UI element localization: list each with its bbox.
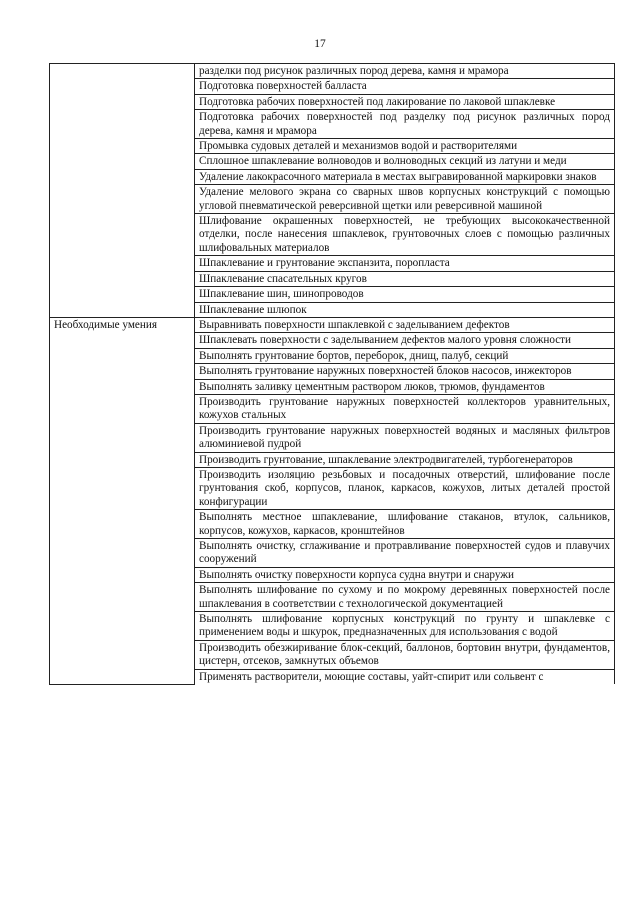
category-cell: Необходимые умения [50,317,195,684]
item-cell: Удаление лакокрасочного материала в местах выгравированной маркировки знаков [195,169,615,184]
item-cell: Выполнять грунтование бортов, переборок, днищ, палуб, секций [195,348,615,363]
item-cell: Выполнять шлифование по сухому и по мокрому деревянных поверхностей после шпаклевания в соответствии с технологической документацией [195,583,615,612]
item-cell: Производить грунтование наружных поверхностей водяных и масляных фильтров алюминиевой пудрой [195,423,615,452]
item-cell: Шлифование окрашенных поверхностей, не требующих высококачественной отделки, после нанесения шпаклевок, грунтовочных слоев с помощью различных шлифовальных материалов [195,214,615,256]
item-cell: Шпаклевание шин, шинопроводов [195,287,615,302]
item-cell: Выполнять очистку, сглаживание и протравливание поверхностей судов и плавучих сооружений [195,539,615,568]
item-cell: Производить грунтование, шпаклевание электродвигателей, турбогенераторов [195,452,615,467]
item-cell: Применять растворители, моющие составы, уайт-спирит или сольвент с [195,669,615,684]
item-cell: Промывка судовых деталей и механизмов водой и растворителями [195,139,615,154]
item-cell: Шпаклевание шлюпок [195,302,615,317]
item-cell: Шпаклевание спасательных кругов [195,271,615,286]
item-cell: Шпаклевание и грунтование экспанзита, поропласта [195,256,615,271]
item-cell: Производить обезжиривание блок-секций, баллонов, бортовин внутри, фундаментов, цистерн, отсеков, замкнутых объемов [195,640,615,669]
table-row [50,317,615,332]
item-cell: Производить грунтование наружных поверхностей коллекторов уравнительных, кожухов стальных [195,394,615,423]
item-cell: разделки под рисунок различных пород дерева, камня и мрамора [195,64,615,79]
item-cell: Выравнивать поверхности шпаклевкой с заделыванием дефектов [195,317,615,332]
category-cell [50,64,195,318]
item-cell: Выполнять очистку поверхности корпуса судна внутри и снаружи [195,567,615,582]
item-cell: Выполнять грунтование наружных поверхностей блоков насосов, инжекторов [195,364,615,379]
item-cell: Сплошное шпаклевание волноводов и волноводных секций из латуни и меди [195,154,615,169]
item-cell: Удаление мелового экрана со сварных швов корпусных конструкций с помощью угловой пневматической реверсивной щетки или реверсивной машиной [195,185,615,214]
competency-table [49,63,615,685]
item-cell: Производить изоляцию резьбовых и посадочных отверстий, шлифование после грунтования скоб, корпусов, планок, каркасов, кожухов, литых деталей простой конфигурации [195,467,615,509]
competency-table-body [50,64,615,685]
table-row [50,64,615,79]
item-cell: Выполнять местное шпаклевание, шлифование стаканов, втулок, сальников, корпусов, кожухов, каркасов, кронштейнов [195,510,615,539]
item-cell: Подготовка поверхностей балласта [195,79,615,94]
item-cell: Выполнять заливку цементным раствором люков, трюмов, фундаментов [195,379,615,394]
item-cell: Подготовка рабочих поверхностей под лакирование по лаковой шпаклевке [195,94,615,109]
item-cell: Шпаклевать поверхности с заделыванием дефектов малого уровня сложности [195,333,615,348]
item-cell: Выполнять шлифование корпусных конструкций по грунту и шпаклевке с применением воды и шкурок, предназначенных для использования с водой [195,612,615,641]
item-cell: Подготовка рабочих поверхностей под разделку под рисунок различных пород дерева, камня и мрамора [195,110,615,139]
page-number: 17 [314,38,326,50]
